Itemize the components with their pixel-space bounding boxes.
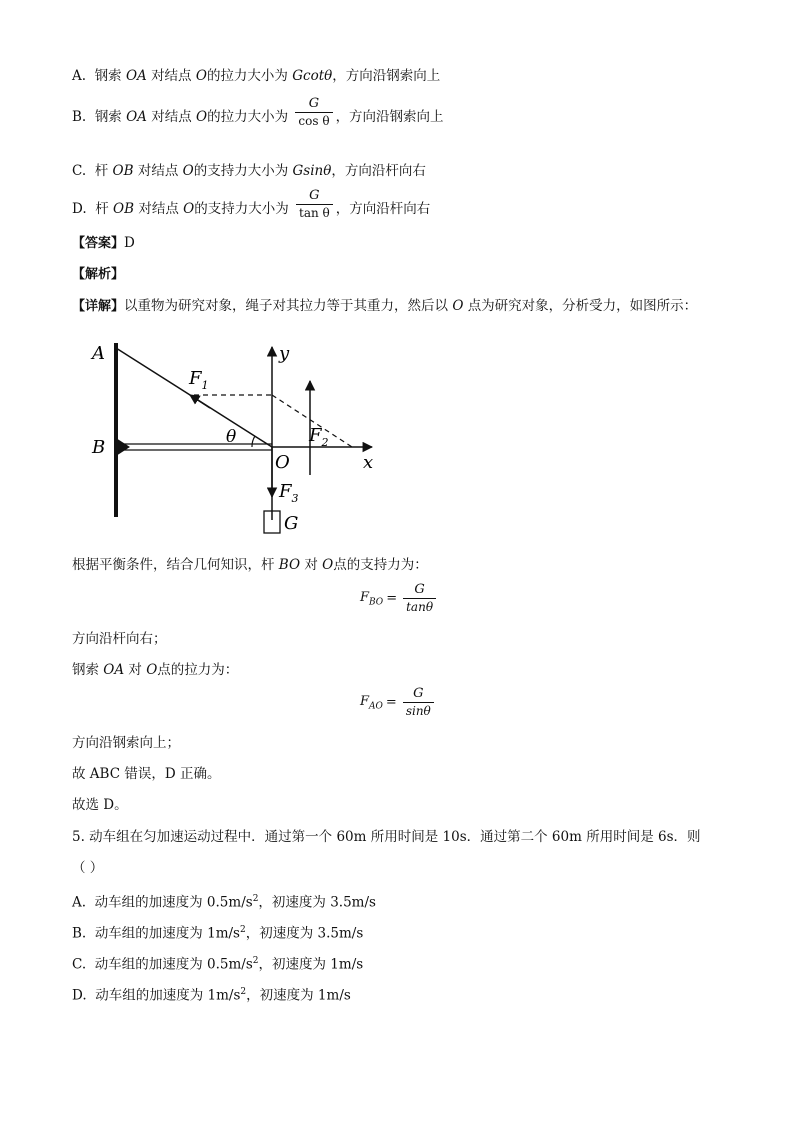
solution-line-1: 根据平衡条件，结合几何知识，杆 BO 对 O点的支持力为：	[72, 557, 428, 573]
label-g: G	[284, 513, 299, 534]
formula-f-bo: $F_{BO}$ = $\frac{G}{\tan\theta}$	[360, 582, 439, 615]
conclusion-line: 故 ABC 错误，D 正确。	[72, 766, 221, 782]
formula-f-ao: $F_{AO}$ = $\frac{G}{\sin\theta}$	[360, 686, 437, 719]
q5-paren: （ ）	[72, 860, 104, 876]
option-d: D. 杆 OB 对结点 O的支持力大小为 $\frac{G}{\text{tan θ}}$ ，方向沿杆向右	[72, 188, 431, 220]
label-y: y	[279, 343, 290, 364]
q5-option-d: D. 动车组的加速度为 $1m/s^2$，初速度为 1m/s	[72, 987, 351, 1004]
f1-arrow	[190, 395, 210, 408]
label-b: B	[92, 437, 106, 458]
direction-line-2: 方向沿钢索向上；	[72, 735, 180, 751]
detail-line: 【详解】以重物为研究对象，绳子对其拉力等于其重力，然后以 O 点为研究对象，分析受力，如图所示：	[72, 298, 698, 314]
force-diagram	[80, 335, 390, 540]
answer-line: 【答案】D	[72, 235, 135, 251]
label-f1: $F_1$	[189, 368, 209, 392]
solution-line-2: 钢索 OA 对 O点的拉力为：	[72, 662, 239, 678]
label-a: A	[92, 343, 105, 364]
analysis-heading: 【解析】	[72, 267, 125, 282]
option-c: C. 杆 OB 对结点 O的支持力大小为 Gsinθ，方向沿杆向右	[72, 163, 426, 179]
direction-line-1: 方向沿杆向右；	[72, 631, 167, 647]
q5-stem: 5. 动车组在匀加速运动过程中．通过第一个 60m 所用时间是 10s．通过第二个 60m 所用时间是 6s．则	[72, 829, 701, 845]
option-a: A. 钢索 OA 对结点 O的拉力大小为 Gcotθ，方向沿钢索向上	[72, 68, 441, 84]
label-x: x	[363, 452, 374, 473]
q5-option-c: C. 动车组的加速度为 $0.5m/s^2$，初速度为 1m/s	[72, 956, 364, 973]
hinge-b	[116, 438, 130, 456]
label-f2: $F_2$	[309, 425, 329, 449]
fraction: $\frac{G}{\text{tan θ}}$	[296, 188, 333, 221]
option-b: B. 钢索 OA 对结点 O的拉力大小为 $\frac{G}{\text{cos θ}}$ ，方向沿钢索向上	[72, 96, 444, 128]
label-o: O	[275, 452, 290, 473]
label-f3: $F_3$	[279, 481, 299, 505]
q5-option-a: A. 动车组的加速度为 $0.5m/s^2$，初速度为 3.5m/s	[72, 894, 376, 911]
q5-option-b: B. 动车组的加速度为 $1m/s^2$，初速度为 3.5m/s	[72, 925, 364, 942]
choice-line: 故选 D。	[72, 797, 128, 813]
angle-arc	[252, 436, 255, 447]
label-theta: θ	[226, 427, 237, 447]
fraction: $\frac{G}{\text{cos θ}}$	[295, 96, 332, 129]
